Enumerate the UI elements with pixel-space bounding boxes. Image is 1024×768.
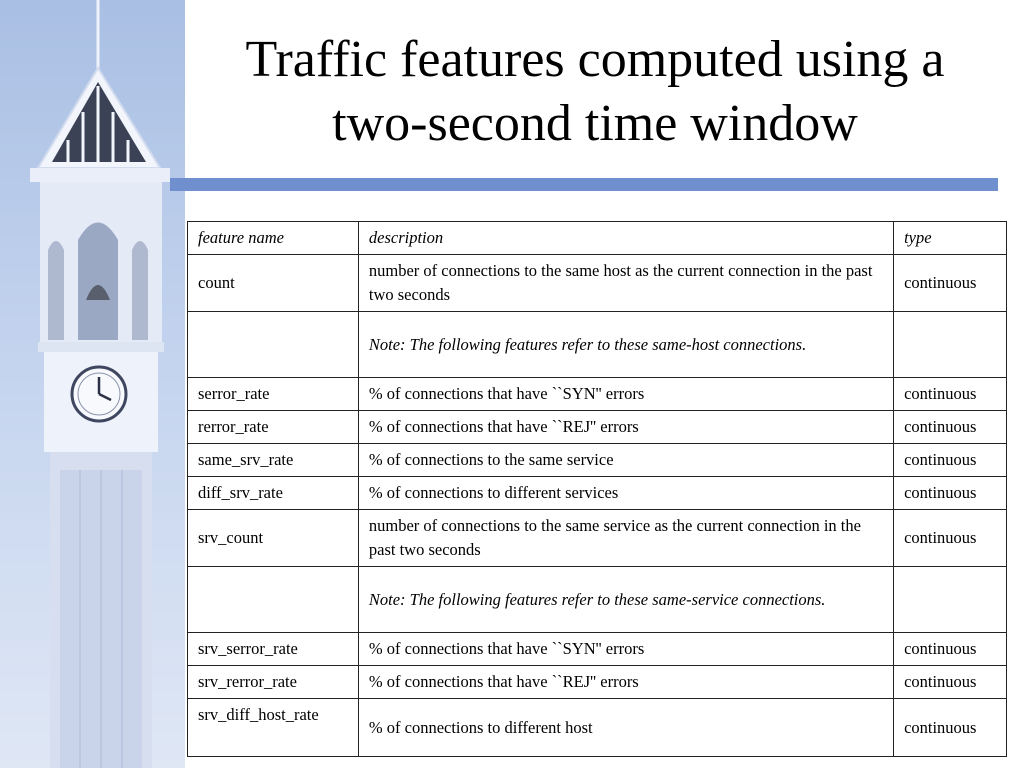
clock-icon [69, 364, 129, 424]
feature-name-cell: srv_serror_rate [188, 633, 359, 666]
type-cell: continuous [894, 510, 1007, 567]
title-underline-bar [170, 178, 998, 191]
description-cell: % of connections to different host [358, 699, 893, 757]
type-cell [894, 312, 1007, 378]
description-cell: % of connections that have ``REJ'' errors [358, 666, 893, 699]
feature-name-cell [188, 567, 359, 633]
table-note-row [188, 567, 1007, 633]
note-cell: Note: The following features refer to these same-service connections. [358, 567, 893, 633]
header-type: type [894, 222, 1007, 255]
clock-tower-image [0, 0, 185, 768]
type-cell: continuous [894, 699, 1007, 757]
type-cell: continuous [894, 666, 1007, 699]
feature-name-cell: count [188, 255, 359, 312]
description-cell: number of connections to the same service as the current connection in the past two seconds [358, 510, 893, 567]
feature-name-cell: srv_count [188, 510, 359, 567]
table-row [188, 510, 1007, 567]
feature-name-cell: srv_rerror_rate [188, 666, 359, 699]
table-row [188, 411, 1007, 444]
feature-name-cell: same_srv_rate [188, 444, 359, 477]
type-cell: continuous [894, 477, 1007, 510]
description-cell: number of connections to the same host as the current connection in the past two seconds [358, 255, 893, 312]
description-cell: % of connections that have ``REJ'' errors [358, 411, 893, 444]
type-cell: continuous [894, 444, 1007, 477]
header-description: description [358, 222, 893, 255]
title-line-1: Traffic features computed using a [245, 31, 945, 88]
table-row [188, 699, 1007, 757]
table-note-row [188, 312, 1007, 378]
slide-title [200, 28, 990, 156]
type-cell: continuous [894, 411, 1007, 444]
feature-name-cell: diff_srv_rate [188, 477, 359, 510]
header-feature-name: feature name [188, 222, 359, 255]
type-cell: continuous [894, 378, 1007, 411]
feature-name-cell: rerror_rate [188, 411, 359, 444]
description-cell: % of connections to the same service [358, 444, 893, 477]
title-line-2: two-second time window [332, 95, 858, 152]
table-row [188, 444, 1007, 477]
feature-name-cell [188, 312, 359, 378]
table-header-row [188, 222, 1007, 255]
feature-name-cell: srv_diff_host_rate [188, 699, 359, 757]
description-cell: % of connections that have ``SYN'' errors [358, 633, 893, 666]
table-row [188, 666, 1007, 699]
table-row [188, 378, 1007, 411]
type-cell: continuous [894, 633, 1007, 666]
description-cell: % of connections to different services [358, 477, 893, 510]
description-cell: % of connections that have ``SYN'' errors [358, 378, 893, 411]
table-row [188, 255, 1007, 312]
table-row [188, 477, 1007, 510]
type-cell: continuous [894, 255, 1007, 312]
note-cell: Note: The following features refer to these same-host connections. [358, 312, 893, 378]
type-cell [894, 567, 1007, 633]
table-row [188, 633, 1007, 666]
feature-table [187, 221, 1007, 757]
feature-name-cell: serror_rate [188, 378, 359, 411]
